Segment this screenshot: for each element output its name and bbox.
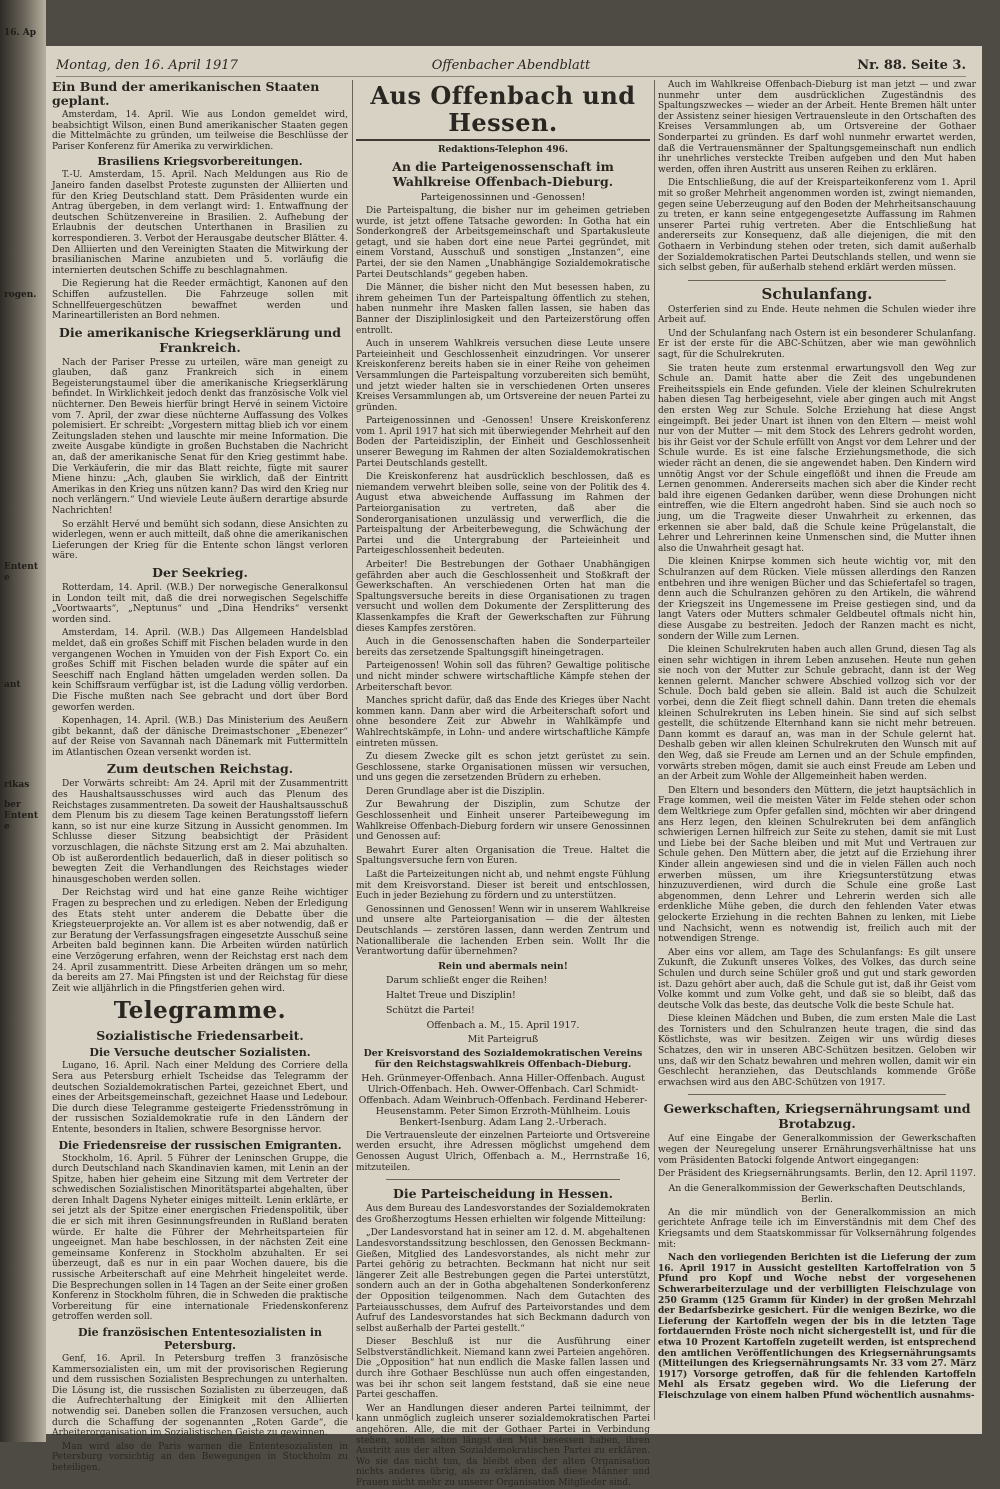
article-paragraph: Wer an Handlungen dieser anderen Partei teilnimmt, der kann unmöglich zugleich unserer sozialdemokratischen Partei angehören. Alle, die mit der Gothaer Partei in Verbindung stehen, sollten schon längst den Mut besessen haben, ihren Austritt aus der alten Sozialdemokratischen Partei zu erklären. Wo sie das nicht tun, da bleibt eben der alten Organisation nichts anderes übrig, als zu erklären, daß diese Männer und Frauen nicht mehr zu unserer Organisation Mitglieder sind.	[356, 1403, 650, 1488]
article-paragraph: Amsterdam, 14. April. (W.B.) Das Allgemeen Handelsblad meldet, daß ein großes Schiff mit Fischen beladen wurde in den vergangenen Wochen in Ymuiden von der Fish Export Co. ein großes Schiff mit Fischen beladen wurde die später auf ein Seeschiff nach England hätten umgeladen werden sollen. Da kein Schiffsraum verfügbar ist, ist die Ladung völlig verdorben. Die Fische mußten nach See gebracht und dort über Bord geworfen werden.	[52, 628, 348, 713]
column-2	[356, 80, 650, 1488]
article-paragraph: Die Kreiskonferenz hat ausdrücklich beschlossen, daß es niemandem verwehrt bleiben solle, seine von der Politik des 4. August etwa abweichende Auffassung im Rahmen der Parteiorganisation zu vertreten, daß aber die Sonderorganisationen unzulässig und verwerflich, die die Parteispaltung der Arbeiterbewegung, die Schwächung der Partei und die Untergrabung der Parteieinheit und Parteigeschlossenheit bedeuten.	[356, 472, 650, 557]
article-paragraph: Die kleinen Schulrekruten haben auch allen Grund, diesen Tag als einen sehr wichtigen in ihrem Leben anzusehen. Heute nun gehen sie noch von der Mutter zur Schule gebracht, dann ist der Weg kennen gelernt. Mancher schwere Abschied vollzog sich vor der Schule. Doch bald geben sie allein. Bald ist auch die Schulzeit vorbei, denn die Zeit fliegt schnell dahin. Dann treten die ehemals kleinen Schulrekruten ins Leben hinein. Sie sind auf sich selbst gestellt, die schützende Elternhand kann sie nicht mehr betreuen. Dann kommt es darauf an, was man in der Schule gelernt hat. Deshalb geben wir allen kleinen Schulrekruten den Wunsch mit auf den Weg, daß sie Freude am Lernen und an der Schule empfinden, vorwärts streben mögen, damit sie auch einst Freude am Leben und an der Arbeit zum Wohle der Allgemeinheit haben werden.	[658, 645, 976, 783]
article-paragraph: Laßt die Parteizeitungen nicht ab, und nehmt engste Fühlung mit dem Kreisvorstand. Dieser ist bereit und entschlossen, Euch in jeder Beziehung zu fördern und zu unterstützen.	[356, 870, 650, 902]
article-paragraph: Nach der Pariser Presse zu urteilen, wäre man geneigt zu glauben, daß ganz Frankreich sich in einem Begeisterungstaumel über die amerikanische Kriegserklärung befindet. In Wirklichkeit jedoch denkt das französische Volk viel nüchterner. Den Beweis hierfür bringt Hervé in seinem Victoire vom 7. April, der zwar diese nüchterne Auffassung des Volkes polemisiert. Er schreibt: „Vorgestern mittag blieb ich vor einem Zeitungsladen stehen und lauschte mir meine Information. Die zweite Ausgabe kündigte in großen Buchstaben die Nachricht an, daß der amerikanische Senat für den Krieg gestimmt habe. Die Verkäuferin, die mir das Blatt reichte, fügte mit saurer Miene hinzu: „Ach, glauben Sie wirklich, daß der Eintritt Amerikas in den Krieg uns nützen kann? Das wird den Krieg nur noch verlängern.“ Und wieviele Leute äußern derartige absurde Nachrichten!	[52, 357, 348, 516]
article-title: Der Seekrieg.	[152, 564, 248, 580]
article-salutation: Parteigenossinnen und -Genossen!	[420, 192, 586, 203]
article-signature-names: Heh. Grünmeyer-Offenbach. Anna Hiller-Offenbach. August Ulrich-Offenbach. Heh. Owwer-Offenbach. Carl Schmidt-Offenbach. Adam Weinbruch-Offenbach. Ferdinand Heberer-Heusenstamm. Peter Simon Erzroth-Mühlheim. Louis Benkert-Isenburg. Adam Lang 2.-Urberach.	[358, 1072, 648, 1128]
article-paragraph: Die Männer, die bisher nicht den Mut besessen haben, zu ihrem geheimen Tun der Parteispaltung öffentlich zu stehen, haben nunmehr ihre Masken fallen lassen, sie haben das Banner der Disziplinlosigkeit und den Parteizerstörung offen entrollt.	[356, 283, 650, 336]
column-1	[52, 79, 348, 1473]
edge-fragment: ant	[4, 680, 21, 690]
article-paragraph: Dieser Beschluß ist nur die Ausführung einer Selbstverständlichkeit. Niemand kann zwei Parteien angehören. Die „Opposition“ hat nun endlich die Maske fallen lassen und durch ihre Gothaer Beschlüsse nun auch offen eingestanden, was bei ihr schon seit langem feststand, daß sie eine neue Partei geschaffen.	[356, 1337, 650, 1401]
article-paragraph: „Der Landesvorstand hat in seiner am 12. d. M. abgehaltenen Landesvorstandssitzung beschlossen, den Genossen Beckmann-Gießen, Mitglied des Landesvorstandes, als nicht mehr zur Partei gehörig zu betrachten. Beckmann hat nicht nur seit längerer Zeit alle Bestrebungen gegen die Partei unterstützt, sondern auch an der in Gotha abgehaltenen Sonderkonferenz der Opposition teilgenommen. Nach dem Gutachten des Parteiausschusses, dem Aufruf des Parteivorstandes und dem Aufruf des Landesvorstandes hat sich Beckmann dadurch von selbst außerhalb der Partei gestellt.“	[356, 1228, 650, 1334]
article-title: Brasiliens Kriegsvorbereitungen.	[97, 155, 303, 169]
article-paragraph: Osterferien sind zu Ende. Heute nehmen die Schulen wieder ihre Arbeit auf.	[658, 304, 976, 326]
article-paragraph: Die Vertrauensleute der einzelnen Parteiorte und Ortsvereine werden ersucht, ihre Adressen möglichst umgehend dem Genossen August Ulrich, Offenbach a. M., Herrnstraße 16, mitzuteilen.	[356, 1130, 650, 1173]
article-title: Zum deutschen Reichstag.	[106, 761, 294, 777]
section-headline: Aus Offenbach und Hessen.	[356, 82, 650, 141]
page-header	[56, 56, 966, 77]
separator	[386, 1179, 620, 1180]
article-paragraph: Parteigenossinnen und -Genossen! Unsere Kreiskonferenz vom 1. April 1917 hat sich mit überwiegender Mehrheit auf den Boden der Parteidisziplin, der Einheit und Geschlossenheit unserer Bewegung im Rahmen der alten Sozialdemokratischen Partei Deutschlands gestellt.	[356, 416, 650, 469]
article-title: Ein Bund der amerikanischen Staaten geplant.	[52, 79, 320, 108]
article-paragraph: Sie traten heute zum erstenmal erwartungsvoll den Weg zur Schule an. Damit hatte aber die Zeit des ungebundenen Freiheitsspiels ein Ende gefunden. Viele der kleinen Schulrekruten haben diesen Tag herbeigesehnt, viele aber gingen auch mit Angst den ersten Weg zur Schule. Solche Erziehung hat diese Angst eingeimpft. Bei jeder Unart ist ihnen von den Eltern — meist wohl nur von der Mutter — mit dem Stock des Lehrers gedroht worden, bis ihr Geist vor der Schule erfüllt von Angst vor dem Lehrer und der Schule wurde. Es ist eine falsche Erziehungsmethode, die sich wieder rächt an denen, die sie angewendet haben. Den Kindern wird unnötig Angst vor der Schule eingeflößt und ihnen die Freude am Lernen genommen. Andererseits machen sich aber die Kinder recht bald ihre eigenen Gedanken darüber, wenn diese Drohungen nicht eintreffen, wie die Eltern angedroht haben. Sind sie auch noch so jung, um die Tragweite dieser Unwahrheit zu erkennen, das erkennen sie aber bald, daß die Schule keine Prügelanstalt, die Lehrer und Lehrerinnen keine Unmenschen sind, die Mutter ihnen also die Unwahrheit gesagt hat.	[658, 363, 976, 554]
article-paragraph: An die mir mündlich von der Generalkommission an mich gerichtete Anfrage teile ich im Einverständnis mit dem Chef des Kriegsamts und dem Staatskommissar für Volksernährung folgendes mit:	[658, 1207, 976, 1250]
article-paragraph: Manches spricht dafür, daß das Ende des Krieges über Nacht kommen kann. Dann aber wird die Arbeiterschaft sofort und ohne besondere Zeit zur Abwehr in Wahlkämpfe und Wahlrechtskämpfe, in Lohn- und andere wirtschaftliche Kämpfe eintreten müssen.	[356, 696, 650, 749]
column-3	[658, 80, 976, 1424]
article-verse: Darum schließt enger die Reihen!	[386, 974, 548, 986]
article-paragraph: So erzählt Hervé und bemüht sich sodann, diese Ansichten zu widerlegen, wenn er auch mitteilt, daß ohne die amerikanischen Lieferungen der Krieg für die Entente schon längst verloren wäre.	[52, 519, 348, 562]
article-title: Die Parteischeidung in Hessen.	[393, 1186, 613, 1202]
article-paragraph: Zu diesem Zwecke gilt es schon jetzt gerüstet zu sein. Geschlossene, starke Organisationen müssen wir versuchen, und uns gegen die zersetzenden Brüdern zu erheben.	[356, 752, 650, 784]
article-subtitle: Die Friedensreise der russischen Emigranten.	[58, 1138, 342, 1152]
edge-fragment: 16. Ap	[4, 28, 37, 38]
edge-fragment: ber Entente	[4, 800, 38, 832]
article-subtitle: Die französischen Ententesozialisten in Petersburg.	[77, 1326, 323, 1352]
article-paragraph: Bewahrt Eurer alten Organisation die Treue. Haltet die Spaltungsversuche fern von Euren.	[356, 845, 650, 867]
article-paragraph: Aber eins vor allem, am Tage des Schulanfangs: Es gilt unsere Zukunft, die Zukunft unseres Volkes, des Volkes, das durch seine Schulen und durch seine Schüler groß und gut und stark geworden ist. Dazu gehört aber auch, daß die Schule gut ist, daß ihr Geist vom Volke kommt und zum Volke geht, und daß sie so bleibt, daß das deutsche Volk das beste, das deutsche Volk die beste Schule hat.	[658, 947, 976, 1011]
edge-fragment: rikas	[4, 780, 30, 790]
article-title: Gewerkschaften, Kriegsernährungsamt und Brotabzug.	[663, 1101, 971, 1132]
edge-fragment: Entente	[4, 562, 38, 583]
article-paragraph: Deren Grundlage aber ist die Disziplin.	[366, 786, 545, 797]
letter-head	[658, 1169, 976, 1180]
editorial-phone: Redaktions-Telephon 496.	[438, 145, 568, 155]
header-title: Offenbacher Abendblatt	[431, 58, 591, 73]
article-paragraph: Genf, 16. April. In Petersburg treffen 3 französische Kammersozialisten ein, um mit der provisorischen Regierung und dem russischen Sozialisten Besprechungen zu unterhalten. Die Lösung ist, die russischen Sozialisten zu überzeugen, daß die Aufrechterhaltung der Einigkeit mit den Alliierten notwendig sei. Daneben sollen die Franzosen versuchen, auch durch die Schaffung der sogenannten „Roten Garde“, die Arbeiterorganisation im Sozialistischen Geiste zu gewinnen.	[52, 1354, 348, 1439]
article-paragraph: Und der Schulanfang nach Ostern ist ein besonderer Schulanfang. Er ist der erste für die ABC-Schützen, aber wie man gewöhnlich sagt, für die Schulrekruten.	[658, 328, 976, 361]
article-paragraph: Auch in die Genossenschaften haben die Sonderparteiler bereits das zersetzende Spaltungsgift hineingetragen.	[356, 637, 650, 658]
article-paragraph: T.-U. Amsterdam, 15. April. Nach Meldungen aus Rio de Janeiro fanden daselbst Proteste zugunsten der Alliierten und für den Krieg Deutschland statt. Dem Präsidenten wurde ein Antrag übergeben, in dem verlangt wird: 1. Entwaffnung der deutschen Schützenvereine in Brasilien. 2. Aufhebung der Erlaubnis der deutschen Unterthanen in Brasilien zu korrespondieren. 3. Verbot der Herausgabe deutscher Blätter. 4. Den Alliierten und den Vereinigten Staaten die Mitwirkung der brasilianischen Marine anzubieten und 5. vorläufig die internierten deutschen Schiffe zu beschlagnahmen.	[52, 170, 348, 276]
article-paragraph: Die Regierung hat die Reeder ermächtigt, Kanonen auf den Schiffen aufzustellen. Die Fahrzeuge sollen mit Schnellfeuergeschützen bewaffnet werden und Marineartilleristen an Bord nehmen.	[52, 279, 348, 322]
article-paragraph: Parteigenossen! Wohin soll das führen? Gewaltige politische und nicht minder schwere wirtschaftliche Kämpfe stehen der Arbeiterschaft bevor.	[356, 661, 650, 693]
article-paragraph: Die Entschließung, die auf der Kreisparteikonferenz vom 1. April mit so großer Mehrheit angenommen worden ist, zwingt niemanden, gegen seine Ueberzeugung auf den Boden der Mehrheitsanschauung zu treten, er kann seine entgegengesetzte Auffassung im Rahmen unserer Partei ruhig vertreten. Aber die Entschließung hat andererseits zur Konsequenz, daß alle diejenigen, die mit den Gothaern in Verbindung stehen oder treten, sich damit außerhalb der Sozialdemokratischen Partei Deutschlands stellen, und wenn sie sich selbst geben, für außerhalb stehend erklärt werden müssen.	[658, 178, 976, 274]
article-paragraph: Lugano, 16. April. Nach einer Meldung des Corriere della Sera aus Petersburg erhielt Tscheidse das Telegramm der deutschen Sozialdemokratischen Partei, gezeichnet Ebert, und eines der Arbeitsgemeinschaft, gezeichnet Haase und Ledebour. Die durch diese Telegramme gesteigerte Friedensströmung in der russischen Sozialdemokratie rufe in den Ländern der Entente, besonders in Italien, schwere Besorgnisse hervor.	[52, 1061, 348, 1135]
article-paragraph: Der Reichstag wird und hat eine ganze Reihe wichtiger Fragen zu besprechen und zu erledigen. Neben der Erledigung des Etats steht unter anderem die Debatte über die Kriegsteuerprojekte an. Vor allem ist es aber notwendig, daß er zur Beratung der Verfassungsfragen eingesetzte Ausschuß seine Arbeiten bald beginnen kann. Die Arbeiten würden natürlich eine Verzögerung erfahren, wenn der Reichstag erst nach dem 24. April zusammentritt. Diese Arbeiten drängen um so mehr, da bereits am 27. Mai Pfingsten ist und der Reichstag für diese Zeit wie alljährlich in die Pfingstferien gehen wird.	[52, 888, 348, 994]
newspaper-page	[46, 46, 982, 1488]
article-title: Die amerikanische Kriegserklärung und Frankreich.	[59, 324, 341, 355]
column-rule	[352, 80, 353, 1420]
article-paragraph: Diese kleinen Mädchen und Buben, die zum ersten Male die Last des Tornisters und den Schulranzen heute tragen, die sind das Köstlichste, was wir besitzen. Zeigen wir uns würdig dieses Schatzes, den wir in unseren ABC-Schützen besitzen. Geloben wir uns, daß wir den Schatz bewahren und mehren wollen, damit wir ein Geschlecht heranziehen, das Deutschlands kommende Größe erwachsen wird aus den ABC-Schützen von 1917.	[658, 1014, 976, 1088]
article-paragraph: Man wird also de Paris warnen die Ententesozialisten in Petersburg vorsichtig an den Bewegungen in Stockholm zu beteiligen.	[52, 1441, 348, 1473]
article-verse: Schützt die Partei!	[386, 1004, 475, 1016]
header-page-number: Nr. 88. Seite 3.	[857, 58, 966, 73]
article-signature: Der Kreisvorstand des Sozialdemokratischen Vereins für den Reichstagswahlkreis Offenbach-Dieburg.	[363, 1047, 643, 1070]
header-date: Montag, den 16. April 1917	[56, 58, 238, 73]
article-paragraph: Rotterdam, 14. April. (W.B.) Der norwegische Generalkonsul in London teilt mit, daß die drei norwegischen Segelschiffe „Voortwaarts“, „Neptunus“ und „Dina Hendriks“ versenkt worden sind.	[52, 582, 348, 625]
article-place-date: Offenbach a. M., 15. April 1917.	[426, 1019, 580, 1031]
letter-date: Berlin, den 12. April 1197.	[854, 1169, 976, 1180]
letter-sender: Der Präsident des Kriegsernährungsamts.	[658, 1169, 851, 1180]
letter-address: An die Generalkommission der Gewerkschaften Deutschlands, Berlin.	[668, 1182, 966, 1205]
article-title: Sozialistische Friedensarbeit.	[96, 1028, 304, 1044]
article-paragraph: Stockholm, 16. April. 5 Führer der Leninschen Gruppe, die durch Deutschland nach Skandinavien kamen, mit Lenin an der Spitze, haben hier geheim eine Sitzung mit dem Vertreter der schwedischen Sozialistischen Minoritätspartei abgehalten, über deren Inhalt Dagens Nyheter einiges mitteilt. Lenin erklärte, er sei jetzt als der Spitze einer energischen Friedenspolitik, über die er sich mit ihren Gesinnungsfreunden in Rußland beraten würde. Er halte die Führer der Mehrheitsparteien für ungeeignet. Man habe beschlossen, in der nächsten Zeit eine gemeinsame Konferenz in Stockholm abzuhalten. Er sei überzeugt, daß es nur in ein paar Wochen dauere, bis die russische Arbeiterschaft auf eine Mehrheit hingeleitet werde. Die Besprechungen sollen in 14 Tagen an der Seite einer großen Konferenz in Stockholm führen, die in Schweden die praktische Vorbereitung für eine internationale Friedenskonferenz getroffen werden soll.	[52, 1153, 348, 1323]
article-paragraph: Aus dem Bureau des Landesvorstandes der Sozialdemokraten des Großherzogtums Hessen erhielten wir folgende Mitteilung:	[356, 1204, 650, 1225]
article-paragraph: Zur Bewahrung der Disziplin, zum Schutze der Geschlossenheit und Einheit unserer Parteibewegung im Wahlkreise Offenbach-Dieburg fordern wir unsere Genossinnen und Genossen auf:	[356, 800, 650, 843]
article-paragraph: Amsterdam, 14. April. Wie aus London gemeldet wird, beabsichtigt Wilson, einen Bund amerikanischer Staaten gegen die Mittelmächte zu gründen, um teilweise die Beschlüsse der Pariser Konferenz für Amerika zu verwirklichen.	[52, 110, 348, 152]
article-paragraph: Auch im Wahlkreise Offenbach-Dieburg ist man jetzt — und zwar nunmehr unter dem ausdrücklichen Zugeständnis des Spaltungszweckes — wieder an der Arbeit. Hente Bremen hält unter der Assistenz seiner hiesigen Vertrauensleute in den Ortschaften des Kreises Versammlungen ab, um Ortsvereine der Gothaer Sonderpartei zu gründen. Es darf wohl nunmehr erwartet werden, daß die Vertrauensmänner der Spaltungsgemeinschaft nun endlich ihr unehrliches versteckte Treiben aufgeben und den Mut haben werden, offen ihren Austritt aus unseren Reihen zu erklären.	[658, 80, 976, 175]
article-title: Schulanfang.	[761, 284, 873, 303]
article-paragraph: Nach den vorliegenden Berichten ist die Lieferung der zum 16. April 1917 in Aussicht gestellten Kartoffelration von 5 Pfund pro Kopf und Woche nebst der vorgesehenen Schwerarbeiterzulage und der verbilligten Fleischzulage von 250 Gramm (125 Gramm für Kinder) in der großen Mehrzahl der Bedarfsbezirke gesichert. Für die wenigen Bezirke, wo die Lieferung der Kartoffeln wegen der bis in die letzten Tage fortdauernden Fröste noch nicht sichergestellt ist, und für die etwa 10 Prozent Kartoffeln zugeteilt werden, ist entsprechend den amtlichen Veröffentlichungen des Kriegsernährungsamts (Mitteilungen des Kriegsernährungsamts Nr. 33 vom 27. März 1917) Vorsorge getroffen, daß für die fehlenden Kartoffeln Mehl als Ersatz gegeben wird. Wo die Lieferung der Fleischzulage von einem halben Pfund wöchentlich ausnahms-	[658, 1253, 976, 1401]
article-paragraph: Auf eine Eingabe der Generalkommission der Gewerkschaften wegen der Neuregelung unserer Ernährungsverhältnisse hat uns vom Präsidenten Batocki folgende Antwort eingegangen:	[658, 1134, 976, 1166]
article-title: An die Parteigenossenschaft im Wahlkreise Offenbach-Dieburg.	[392, 159, 614, 189]
article-paragraph: Arbeiter! Die Bestrebungen der Gothaer Unabhängigen gefährden aber auch die Geschlossenheit und Stoßkraft der Gewerkschaften. An verschiedenen Orten hat man die Spaltungsversuche bereits in diese Organisationen zu tragen versucht und wollen dem Dokumente der Zersplitterung des Klassenkampfes die Kraft der Gewerkschaften zur Führung dieses Kampfes zerstören.	[356, 560, 650, 634]
book-binding	[0, 0, 46, 1442]
article-paragraph: Genossinnen und Genossen! Wenn wir in unserem Wahlkreise und unsere alte Parteiorganisation — die der ältesten Deutschlands — zerstören lassen, dann werden Zentrum und Nationalliberale die lachenden Erben sein. Wollt Ihr die Verantwortung dafür übernehmen?	[356, 904, 650, 958]
section-title: Telegramme.	[113, 997, 287, 1025]
article-paragraph: Den Eltern und besonders den Müttern, die jetzt hauptsächlich in Frage kommen, weil die meisten Väter im Felde stehen oder schon dem Weltkriege zum Opfer gefallen sind, möchten wir aber dringend ans Herz legen, den kleinen Schulrekruten bei dem anfänglich schwierigen Lernen hilfreich zur Seite zu stehen, damit sie mit Lust und Liebe bei der Sache bleiben und mit Mut und Vertrauen zur Schule gehen. Den Müttern aber, die jetzt auf die Erziehung ihrer Kinder allein angewiesen sind und die in vielen Fällen auch noch erwerben müssen, um ihre Kriegsunterstützung etwas hinzuzuverdienen, wird durch die Schule eine große Last abgenommen, denn Lehrer und Lehrerin werden sich alle erdenkliche Mühe geben, die durch den fehlenden Vater etwas gelockerte Erziehung in die rechten Bahnen zu lenken, mit Liebe und Nachsicht, wenn es notwendig ist, freilich auch mit der notwendigen Strenge.	[658, 785, 976, 945]
column-rule	[654, 80, 655, 1420]
article-paragraph: Der Vorwärts schreibt: Am 24. April mit der Zusammentritt des Haushaltsausschusses wird auch das Plenum des Reichstages zusammentreten. Da soweit der Haushaltsausschuß dem Plenum bis zu diesem Tage keinen Beratungsstoff liefern kann, so ist nur eine kurze Sitzung in Aussicht genommen. Im Schlusse dieser Sitzung beabsichtigt der Präsident vorzuschlagen, die nächste Sitzung erst am 2. Mai abzuhalten. Ob ist außerordentlich bedauerlich, daß in dieser politisch so bewegten Zeit die Verhandlungen des Reichstages wieder hinausgeschoben werden sollen.	[52, 779, 348, 885]
article-subtitle: Die Versuche deutscher Sozialisten.	[89, 1046, 311, 1060]
article-paragraph: Auch in unserem Wahlkreis versuchen diese Leute unsere Parteieinheit und Geschlossenheit einzudringen. Vor unserer Kreiskonferenz bereits haben sie in einer Reihe von geheimen Versammlungen die Parteispaltung vorzubereiten sich bemüht, und jetzt wieder halten sie in verschiedenen Orten unseres Kreises Versammlungen ab, um Ortsvereine der neuen Partei zu gründen.	[356, 339, 650, 413]
article-paragraph: Die Parteispaltung, die bisher nur im geheimen getrieben wurde, ist jetzt offene Tatsache geworden: In Gotha hat ein Sonderkongreß der Arbeitsgemeinschaft und Spartakusleute getagt, und sie haben dort eine neue Partei gegründet, mit einem Vorstand, Ausschuß und sonstigen „Instanzen“, eine Partei, der sie den Namen „Unabhängige Sozialdemokratische Partei Deutschlands“ gegeben haben.	[356, 206, 650, 280]
article-verse: Haltet Treue und Disziplin!	[386, 989, 516, 1001]
edge-fragment: rogen.	[4, 290, 37, 300]
article-call: Rein und abermals nein!	[438, 960, 568, 972]
article-signature: Mit Parteigruß	[467, 1033, 539, 1045]
article-paragraph: Kopenhagen, 14. April. (W.B.) Das Ministerium des Aeußern gibt bekannt, daß der dänische Dreimastschoner „Ebenezer“ auf der Reise von Savannah nach Dänemark mit Futtermitteln im Atlantischen Ozean versenkt worden ist.	[52, 716, 348, 758]
separator	[688, 280, 946, 281]
article-paragraph: Die kleinen Knirpse kommen sich heute wichtig vor, mit den Schulranzen auf dem Rücken. Viele müssen allerdings den Ranzen entbehren und ihre wenigen Bücher und das Schiefertafel so tragen, denn auch die Schulranzen gehören zu den Artikeln, die während der Kriegszeit ins Ungemessene im Preise gestiegen sind, und da langt Vaters oder Mutters schmaler Geldbeutel oftmals nicht hin, diese Ausgabe zu bestreiten. Jedoch der Ranzen macht es nicht, sondern der Wille zum Lernen.	[658, 557, 976, 642]
separator	[688, 1094, 946, 1095]
